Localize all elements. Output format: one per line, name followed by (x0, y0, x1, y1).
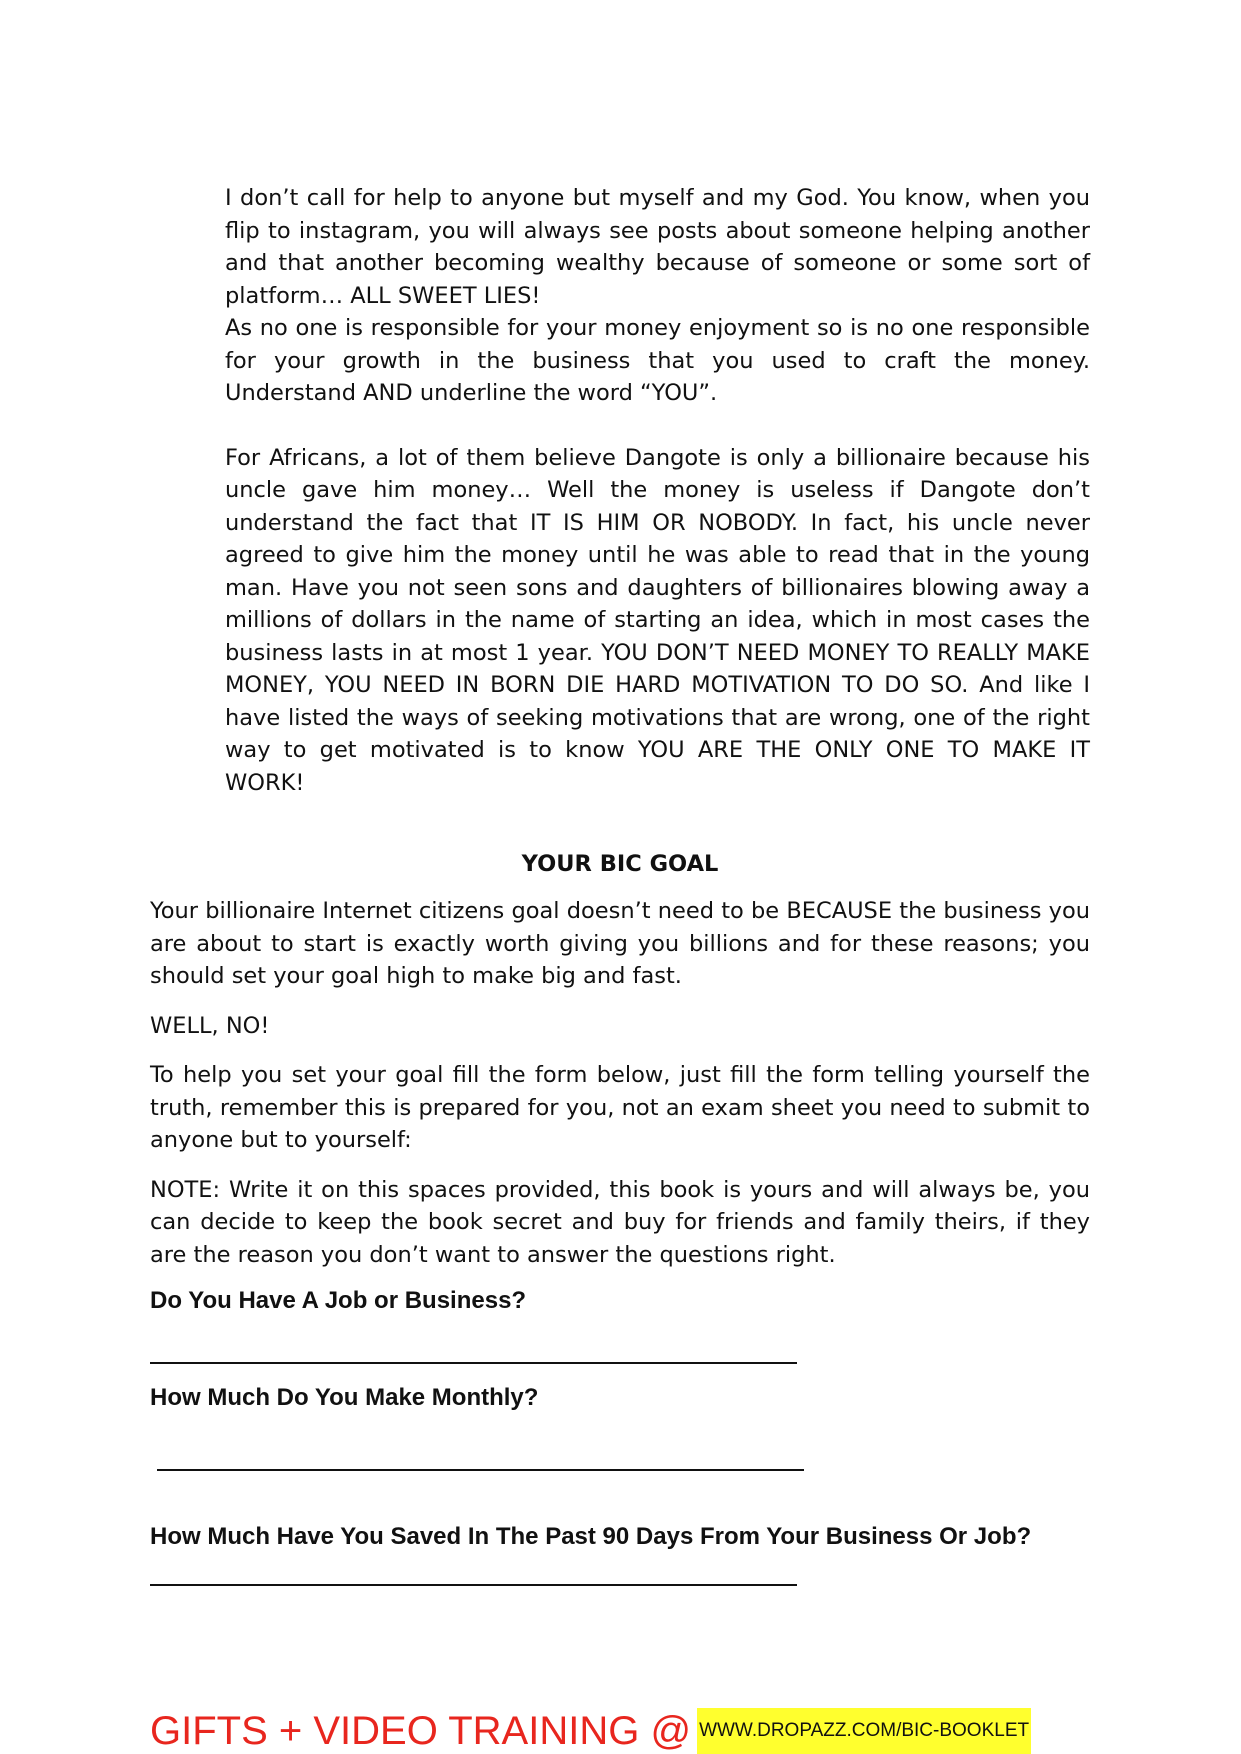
goal-paragraph-2: WELL, NO! (150, 1012, 270, 1039)
goal-paragraph-3: To help you set your goal fill the form below, just fill the form telling yourself the truth, remember this is prepared for you, not an exam sheet you need to submit to anyone but to yourself: (150, 1062, 1090, 1153)
question-savings-90-days: How Much Have You Saved In The Past 90 Days From Your Business Or Job? (150, 1523, 1032, 1550)
intro-paragraph-2: As no one is responsible for your money enjoyment so is no one responsible for your growth in the business that you used to craft the money. Understand AND underline the word “YOU”. (225, 315, 1090, 406)
footer-link[interactable]: WWW.DROPAZZ.COM/BIC-BOOKLET (697, 1708, 1031, 1754)
answer-line-monthly-income[interactable] (157, 1469, 804, 1471)
intro-paragraph-1: I don’t call for help to anyone but myself and my God. You know, when you flip to instagram, you will always see posts about someone helping another and that another becoming wealthy because of someone or some sort of platform… ALL SWEET LIES! (225, 185, 1090, 309)
question-job-or-business: Do You Have A Job or Business? (150, 1287, 527, 1314)
intro-paragraph-3: For Africans, a lot of them believe Dangote is only a billionaire because his uncle gave him money… Well the money is useless if Dangote don’t understand the fact that IT IS HIM OR NOBODY. In fact, his uncle never agreed to give him the money until he was able to read that in the young man. Have you not seen sons and daughters of billionaires blowing away a millions of dollars in the name of starting an idea, which in most cases the business lasts in at most 1 year. YOU DON’T NEED MONEY TO REALLY MAKE MONEY, YOU NEED IN BORN DIE HARD MOTIVATION TO DO SO. And like I have listed the ways of seeking motivations that are wrong, one of the right way to get motivated is to know YOU ARE THE ONLY ONE TO MAKE IT WORK! (225, 444, 1090, 796)
section-title: YOUR BIC GOAL (521, 851, 719, 877)
goal-body (150, 895, 1090, 1288)
footer-cta-text: GIFTS + VIDEO TRAINING @ (150, 1709, 692, 1753)
footer-banner (150, 1708, 1031, 1754)
goal-paragraph-1: Your billionaire Internet citizens goal doesn’t need to be BECAUSE the business you are about to start is exactly worth giving you billions and for these reasons; you should set your goal high to make big and fast. (150, 898, 1090, 989)
question-monthly-income: How Much Do You Make Monthly? (150, 1384, 539, 1411)
answer-line-job-or-business[interactable] (150, 1362, 797, 1364)
answer-line-savings-90-days[interactable] (150, 1584, 797, 1586)
intro-block (225, 182, 1090, 799)
paragraph-gap (225, 410, 1090, 442)
goal-paragraph-4: NOTE: Write it on this spaces provided, this book is yours and will always be, you can decide to keep the book secret and buy for friends and family theirs, if they are the reason you don’t want to answer the questions right. (150, 1176, 1090, 1268)
